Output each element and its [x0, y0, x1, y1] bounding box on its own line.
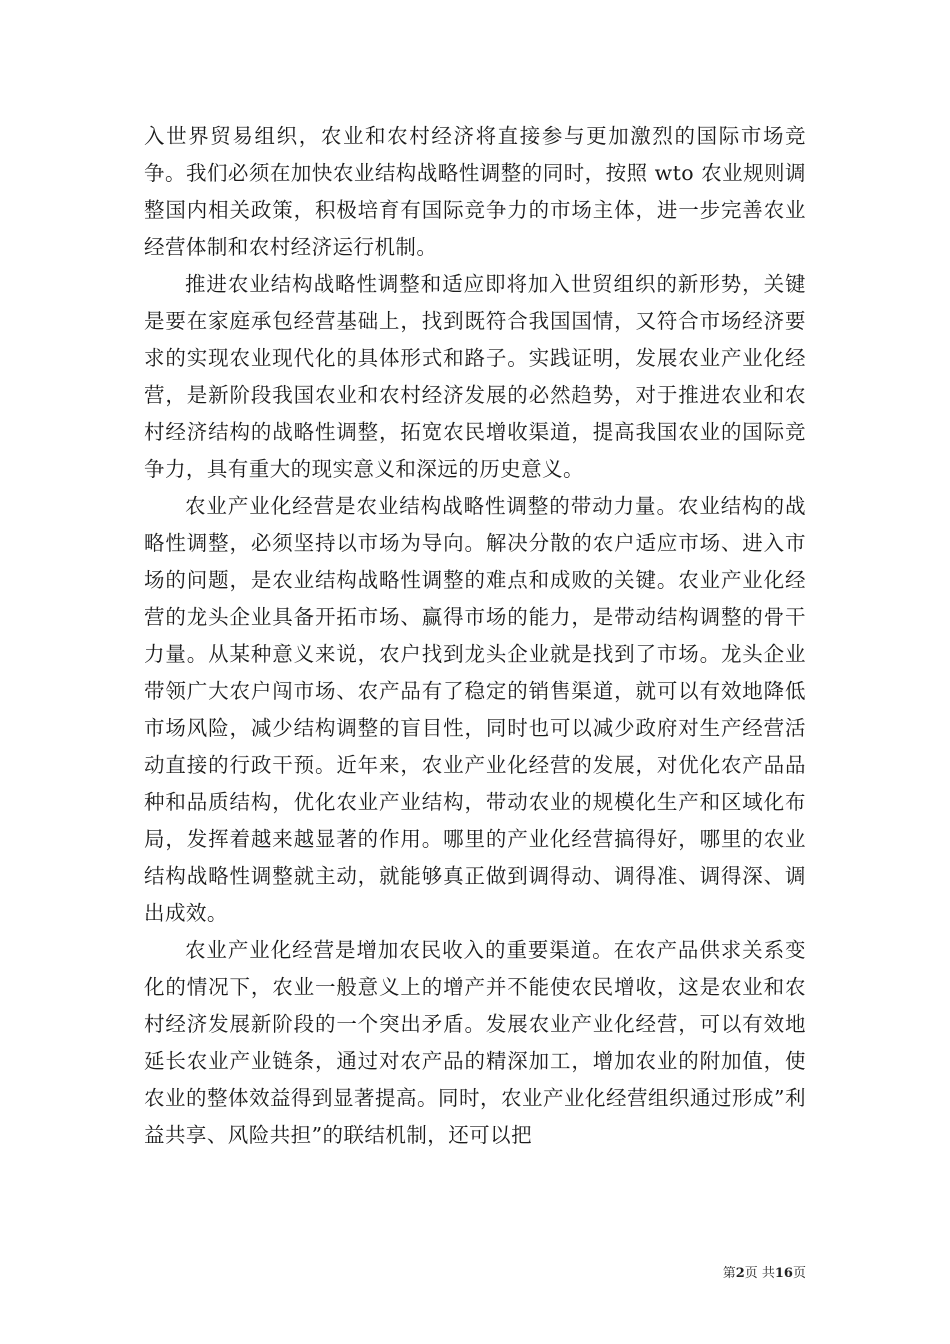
total-pages-number: 16	[774, 1266, 793, 1281]
paragraph-2: 推进农业结构战略性调整和适应即将加入世贸组织的新形势，关键是要在家庭承包经营基础上，找到既符合我国国情，又符合市场经济要求的实现农业现代化的具体形式和路子。实践证明，发展农业产业化经营，是新阶段我国农业和农村经济发展的必然趋势，对于推进农业和农村经济结构的战略性调整，拓宽农民增收渠道，提高我国农业的国际竞争力，具有重大的现实意义和深远的历史意义。	[144, 272, 806, 481]
footer-suffix: 页	[792, 1266, 806, 1281]
document-body	[144, 118, 806, 1154]
page-number-footer	[723, 1262, 806, 1281]
paragraph-1: 入世界贸易组织，农业和农村经济将直接参与更加激烈的国际市场竞争。我们必须在加快农业结构战略性调整的同时，按照 wto 农业规则调整国内相关政策，积极培育有国际竞争力的市场主体，进一步完善农业经营体制和农村经济运行机制。	[144, 124, 806, 259]
paragraph-4: 农业产业化经营是增加农民收入的重要渠道。在农产品供求关系变化的情况下，农业一般意义上的增产并不能使农民增收，这是农业和农村经济发展新阶段的一个突出矛盾。发展农业产业化经营，可以有效地延长农业产业链条，通过对农产品的精深加工，增加农业的附加值，使农业的整体效益得到显著提高。同时，农业产业化经营组织通过形成”利益共享、风险共担”的联结机制，还可以把	[144, 938, 806, 1147]
footer-prefix: 第	[722, 1266, 736, 1281]
footer-middle: 页 共	[744, 1266, 775, 1281]
paragraph-3: 农业产业化经营是农业结构战略性调整的带动力量。农业结构的战略性调整，必须坚持以市场为导向。解决分散的农户适应市场、进入市场的问题，是农业结构战略性调整的难点和成败的关键。农业产业化经营的龙头企业具备开拓市场、赢得市场的能力，是带动结构调整的骨干力量。从某种意义来说，农户找到龙头企业就是找到了市场。龙头企业带领广大农户闯市场、农产品有了稳定的销售渠道，就可以有效地降低市场风险，减少结构调整的盲目性，同时也可以减少政府对生产经营活动直接的行政干预。近年来，农业产业化经营的发展，对优化农产品品种和品质结构，优化农业产业结构，带动农业的规模化生产和区域化布局，发挥着越来越显著的作用。哪里的产业化经营搞得好，哪里的农业结构战略性调整就主动，就能够真正做到调得动、调得准、调得深、调出成效。	[144, 494, 806, 925]
current-page-number: 2	[735, 1266, 745, 1281]
